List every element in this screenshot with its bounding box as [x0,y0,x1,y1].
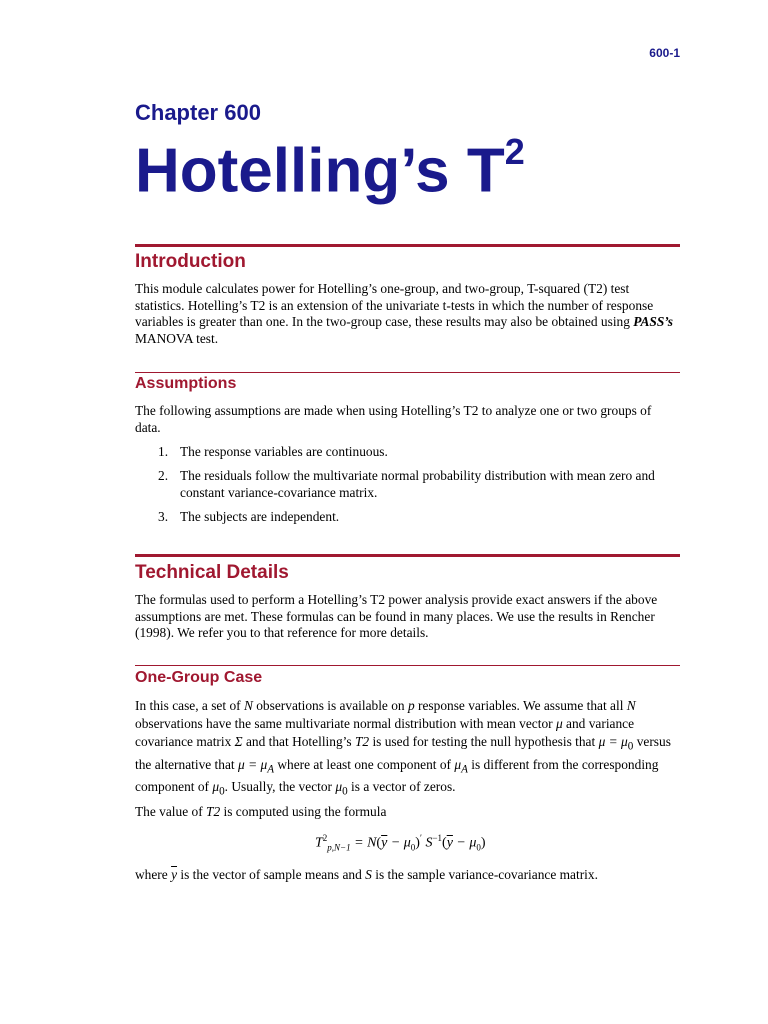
section-heading-introduction: Introduction [135,251,246,272]
intro-paragraph: This module calculates power for Hotelling’s one-group, and two-group, T-squared (T2) test statistics. Hotelling’s T2 is an extension of the univariate t-tests in which the number of response variables is greater than one. In the two-group case, these results may also be obtained using PASS’s MANOVA test. [135,281,673,346]
title-superscript: 2 [504,131,525,172]
subsection-rule [135,372,680,373]
section-heading-technical-details: Technical Details [135,562,289,583]
page-number: 600-1 [649,46,680,60]
section-rule [135,554,680,557]
chapter-label: Chapter 600 [135,100,261,125]
technical-paragraph: The formulas used to perform a Hotelling’s T2 power analysis provide exact answers if the above assumptions are met. These formulas can be found in many places. We use the results in Rencher (1998). We refer you to that reference for more details. [135,592,658,640]
section-heading-one-group-case: One-Group Case [135,669,263,686]
formula-intro: The value of T2 is computed using the formula [135,804,387,819]
section-heading-assumptions: Assumptions [135,375,237,392]
assumptions-paragraph: The following assumptions are made when using Hotelling’s T2 to analyze one or two groups of data. [135,403,652,435]
subsection-rule [135,665,680,666]
hotelling-formula: $T^2_{p,N-1} = N(\overline{y} - \mu_0)'$ $S^{-1}(\overline{y} - \mu_0)$ [315,833,486,853]
section-rule [135,244,680,247]
one-group-paragraph: In this case, a set of N observations is available on p response variables. We assume that all N observations have the same multivariate normal distribution with mean vector μ and variance covariance matrix Σ and that Hotelling’s T2 is used for testing the null hypothesis that $\mu = \mu_0$ versus the alternative that $\mu = \mu_A$ where at least one component of $\mu_A$ is different from the corresponding component of $\mu_0$. Usually, the vector $\mu_0$ is a vector of zeros. [135,698,671,799]
list-item: 1. The response variables are continuous. [158,444,388,459]
list-item: 3. The subjects are independent. [158,509,340,524]
page-title [135,131,525,206]
list-item: 2. The residuals follow the multivariate normal probability distribution with mean zero and constant variance-covariance matrix. [158,468,655,500]
title-text: Hotelling’s T [135,136,505,206]
where-paragraph: where $\overline{y}$ is the vector of sample means and S is the sample variance-covariance matrix. [135,867,598,882]
